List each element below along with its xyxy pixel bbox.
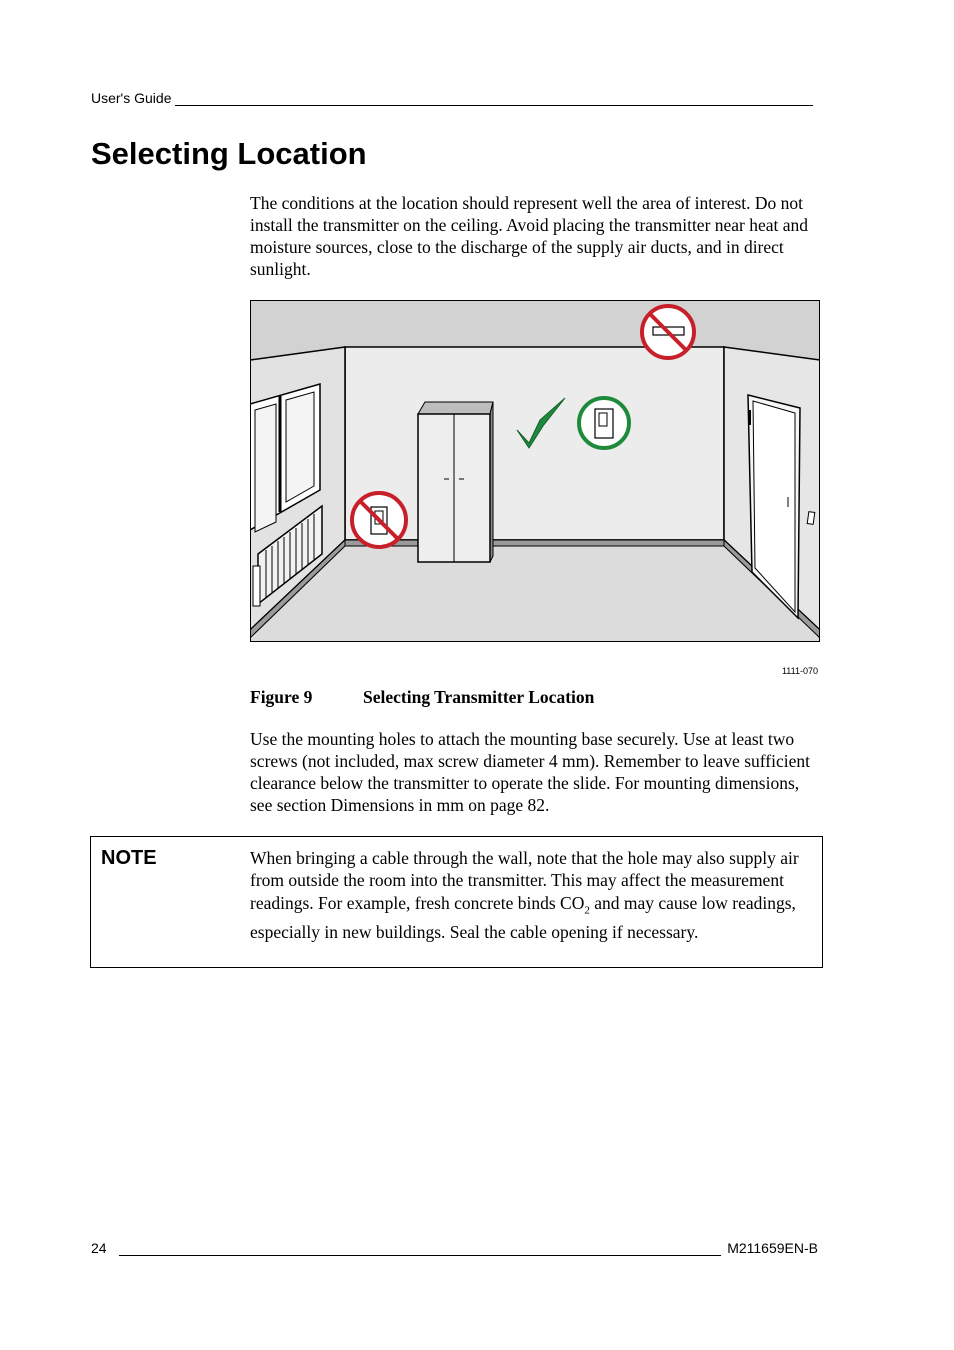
note-text	[250, 847, 818, 944]
footer-rule	[119, 1243, 722, 1256]
note-text-before: When bringing a cable through the wall, note that the hole may also supply air from outside the room into the transmitter. This may affect the measurement readings. For example, fresh concrete binds CO	[250, 848, 799, 913]
cabinet	[418, 402, 493, 562]
page-title: Selecting Location	[91, 136, 367, 171]
room-illustration	[250, 300, 820, 642]
header-text: User's Guide	[91, 90, 172, 106]
note-text-after: and may cause low readings, especially in new buildings. Seal the cable opening if necessary.	[250, 892, 796, 943]
note-box	[90, 836, 823, 968]
note-label: NOTE	[101, 847, 157, 869]
running-footer	[91, 1240, 818, 1256]
room-illustration-svg	[250, 300, 820, 642]
figure-code: 1111-070	[781, 666, 818, 676]
light-switch	[807, 512, 815, 525]
running-header	[91, 90, 813, 106]
figure-title: Selecting Transmitter Location	[363, 687, 595, 707]
figure-caption	[250, 687, 594, 708]
prohibited-ceiling-icon	[642, 306, 694, 358]
allowed-wall-icon	[579, 398, 629, 448]
note-subscript: 2	[584, 904, 590, 917]
intro-paragraph: The conditions at the location should represent well the area of interest. Do not install the transmitter on the ceiling. Avoid placing the transmitter near heat and moisture sources, close to the discharge of the supply air ducts, and in direct sunlight.	[250, 193, 809, 279]
prohibited-window-icon	[352, 493, 406, 547]
header-rule	[175, 93, 813, 106]
baseboard-back	[345, 540, 724, 546]
figure-number: Figure 9	[250, 687, 313, 707]
page-number: 24	[91, 1240, 107, 1256]
document-id: M211659EN-B	[727, 1240, 818, 1256]
mounting-paragraph: Use the mounting holes to attach the mounting base securely. Use at least two screws (not included, max screw diameter 4 mm). Remember to leave sufficient clearance below the transmitter to operate the slide. For mounting dimensions, see section Dimensions in mm on page 82.	[250, 729, 810, 815]
